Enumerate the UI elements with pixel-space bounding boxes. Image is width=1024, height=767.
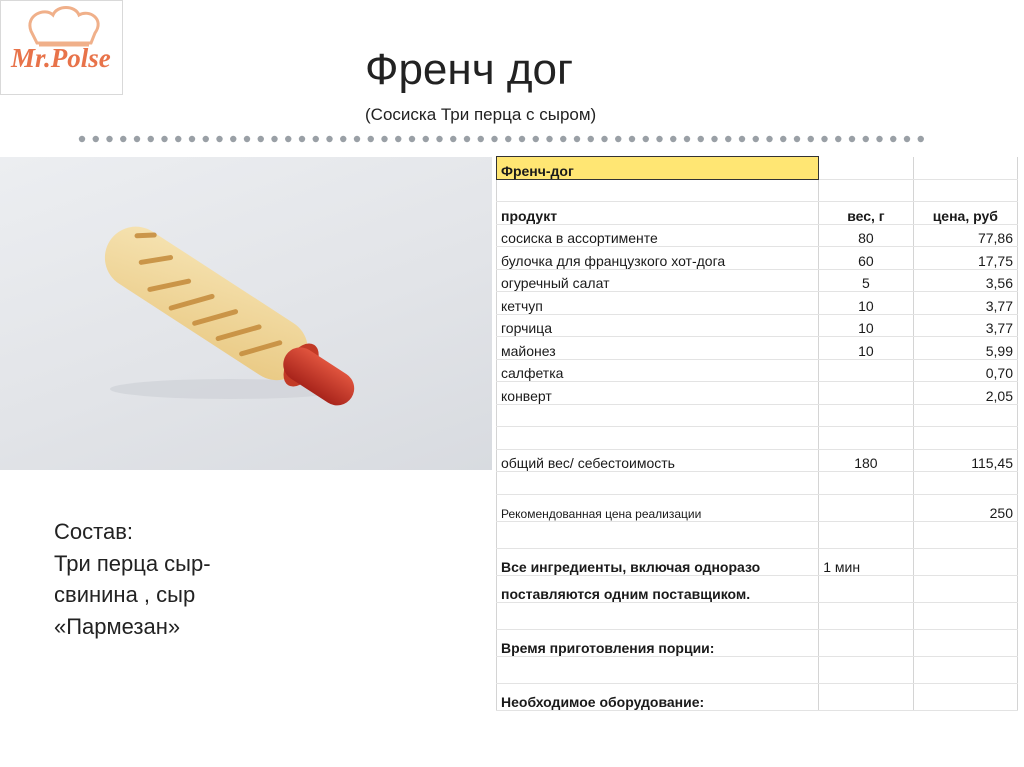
row-price: 77,86 bbox=[913, 224, 1017, 247]
divider-dot bbox=[491, 136, 497, 142]
row-price: 0,70 bbox=[913, 359, 1017, 382]
dotted-divider bbox=[78, 134, 928, 144]
divider-dot bbox=[148, 136, 154, 142]
prep-time-label: Время приготовления порции: bbox=[497, 629, 819, 656]
table-row bbox=[497, 382, 1018, 405]
divider-dot bbox=[876, 136, 882, 142]
page-subtitle: (Сосиска Три перца с сыром) bbox=[365, 105, 597, 124]
divider-dot bbox=[601, 136, 607, 142]
row-price: 3,77 bbox=[913, 314, 1017, 337]
divider-dot bbox=[395, 136, 401, 142]
row-name: булочка для французкого хот-дога bbox=[497, 247, 819, 270]
recommended-row bbox=[497, 494, 1018, 521]
chef-hat-logo-icon bbox=[1, 1, 123, 95]
row-price: 17,75 bbox=[913, 247, 1017, 270]
divider-dot bbox=[381, 136, 387, 142]
divider-dot bbox=[588, 136, 594, 142]
divider-dot bbox=[670, 136, 676, 142]
divider-dot bbox=[574, 136, 580, 142]
cost-table bbox=[496, 156, 1018, 711]
recommended-label: Рекомендованная цена реализации bbox=[497, 494, 819, 521]
divider-dot bbox=[698, 136, 704, 142]
divider-dot bbox=[505, 136, 511, 142]
divider-dot bbox=[203, 136, 209, 142]
divider-dot bbox=[904, 136, 910, 142]
row-weight: 10 bbox=[819, 292, 913, 315]
divider-dot bbox=[368, 136, 374, 142]
logo bbox=[0, 0, 123, 95]
divider-dot bbox=[890, 136, 896, 142]
divider-dot bbox=[271, 136, 277, 142]
logo-text: Mr.Polse bbox=[11, 43, 111, 73]
divider-dot bbox=[780, 136, 786, 142]
divider-dot bbox=[560, 136, 566, 142]
divider-dot bbox=[766, 136, 772, 142]
divider-dot bbox=[79, 136, 85, 142]
composition-text bbox=[54, 516, 211, 642]
row-name: салфетка bbox=[497, 359, 819, 382]
divider-dot bbox=[835, 136, 841, 142]
divider-dot bbox=[519, 136, 525, 142]
divider-dot bbox=[863, 136, 869, 142]
table-row bbox=[497, 337, 1018, 360]
composition-line: Состав: bbox=[54, 519, 133, 544]
total-label: общий вес/ себестоимость bbox=[497, 449, 819, 472]
ingredients-note: Все ингредиенты, включая одноразо bbox=[497, 548, 819, 575]
row-weight bbox=[819, 382, 913, 405]
divider-dot bbox=[285, 136, 291, 142]
equipment-label: Необходимое оборудование: bbox=[497, 683, 819, 710]
divider-dot bbox=[161, 136, 167, 142]
row-name: горчица bbox=[497, 314, 819, 337]
divider-dot bbox=[93, 136, 99, 142]
total-price: 115,45 bbox=[913, 449, 1017, 472]
row-price: 2,05 bbox=[913, 382, 1017, 405]
divider-dot bbox=[533, 136, 539, 142]
divider-dot bbox=[175, 136, 181, 142]
table-row bbox=[497, 359, 1018, 382]
row-weight bbox=[819, 359, 913, 382]
row-name: сосиска в ассортименте bbox=[497, 224, 819, 247]
table-row bbox=[497, 247, 1018, 270]
recommended-price: 250 bbox=[913, 494, 1017, 521]
row-price: 3,56 bbox=[913, 269, 1017, 292]
divider-dot bbox=[106, 136, 112, 142]
row-name: майонез bbox=[497, 337, 819, 360]
table-row bbox=[497, 224, 1018, 247]
table-header-cell: Френч-дог bbox=[497, 157, 819, 180]
equipment-row bbox=[497, 683, 1018, 710]
divider-dot bbox=[189, 136, 195, 142]
supplier-note: поставляются одним поставщиком. bbox=[497, 575, 819, 602]
page-title: Френч дог bbox=[365, 45, 574, 94]
table-row bbox=[497, 292, 1018, 315]
divider-dot bbox=[216, 136, 222, 142]
divider-dot bbox=[340, 136, 346, 142]
total-row bbox=[497, 449, 1018, 472]
divider-dot bbox=[546, 136, 552, 142]
divider-dot bbox=[326, 136, 332, 142]
row-weight: 10 bbox=[819, 337, 913, 360]
divider-dot bbox=[436, 136, 442, 142]
row-weight: 80 bbox=[819, 224, 913, 247]
divider-dot bbox=[134, 136, 140, 142]
composition-line: Три перца сыр- bbox=[54, 550, 211, 576]
divider-dot bbox=[478, 136, 484, 142]
column-header-price: цена, руб bbox=[913, 202, 1017, 225]
prep-time-row bbox=[497, 629, 1018, 656]
divider-dot bbox=[423, 136, 429, 142]
divider-dot bbox=[244, 136, 250, 142]
hotdog-photo bbox=[0, 157, 492, 470]
divider-dot bbox=[643, 136, 649, 142]
row-name: огуречный салат bbox=[497, 269, 819, 292]
row-weight: 60 bbox=[819, 247, 913, 270]
divider-dot bbox=[725, 136, 731, 142]
row-price: 3,77 bbox=[913, 292, 1017, 315]
divider-dot bbox=[258, 136, 264, 142]
divider-dot bbox=[808, 136, 814, 142]
divider-dot bbox=[656, 136, 662, 142]
ingredients-time: 1 мин bbox=[819, 548, 913, 575]
column-header-weight: вес, г bbox=[819, 202, 913, 225]
divider-dot bbox=[354, 136, 360, 142]
divider-dot bbox=[711, 136, 717, 142]
divider-dot bbox=[918, 136, 924, 142]
row-weight: 10 bbox=[819, 314, 913, 337]
divider-dot bbox=[464, 136, 470, 142]
divider-dot bbox=[684, 136, 690, 142]
divider-dot bbox=[794, 136, 800, 142]
divider-dot bbox=[313, 136, 319, 142]
row-price: 5,99 bbox=[913, 337, 1017, 360]
composition-line: свинина , сыр bbox=[54, 582, 196, 607]
ingredients-note-row bbox=[497, 548, 1018, 575]
row-name: конверт bbox=[497, 382, 819, 405]
divider-dot bbox=[821, 136, 827, 142]
divider-dot bbox=[739, 136, 745, 142]
supplier-note-row bbox=[497, 575, 1018, 602]
divider-dot bbox=[629, 136, 635, 142]
row-name: кетчуп bbox=[497, 292, 819, 315]
divider-dot bbox=[299, 136, 305, 142]
row-weight: 5 bbox=[819, 269, 913, 292]
french-hotdog-image bbox=[0, 157, 492, 470]
divider-dot bbox=[615, 136, 621, 142]
divider-dot bbox=[450, 136, 456, 142]
column-header-product: продукт bbox=[497, 202, 819, 225]
divider-dot bbox=[753, 136, 759, 142]
composition-line: «Пармезан» bbox=[54, 613, 181, 639]
divider-dot bbox=[849, 136, 855, 142]
table-row bbox=[497, 269, 1018, 292]
table-row bbox=[497, 314, 1018, 337]
divider-dot bbox=[409, 136, 415, 142]
divider-dot bbox=[120, 136, 126, 142]
divider-dot bbox=[230, 136, 236, 142]
total-weight: 180 bbox=[819, 449, 913, 472]
